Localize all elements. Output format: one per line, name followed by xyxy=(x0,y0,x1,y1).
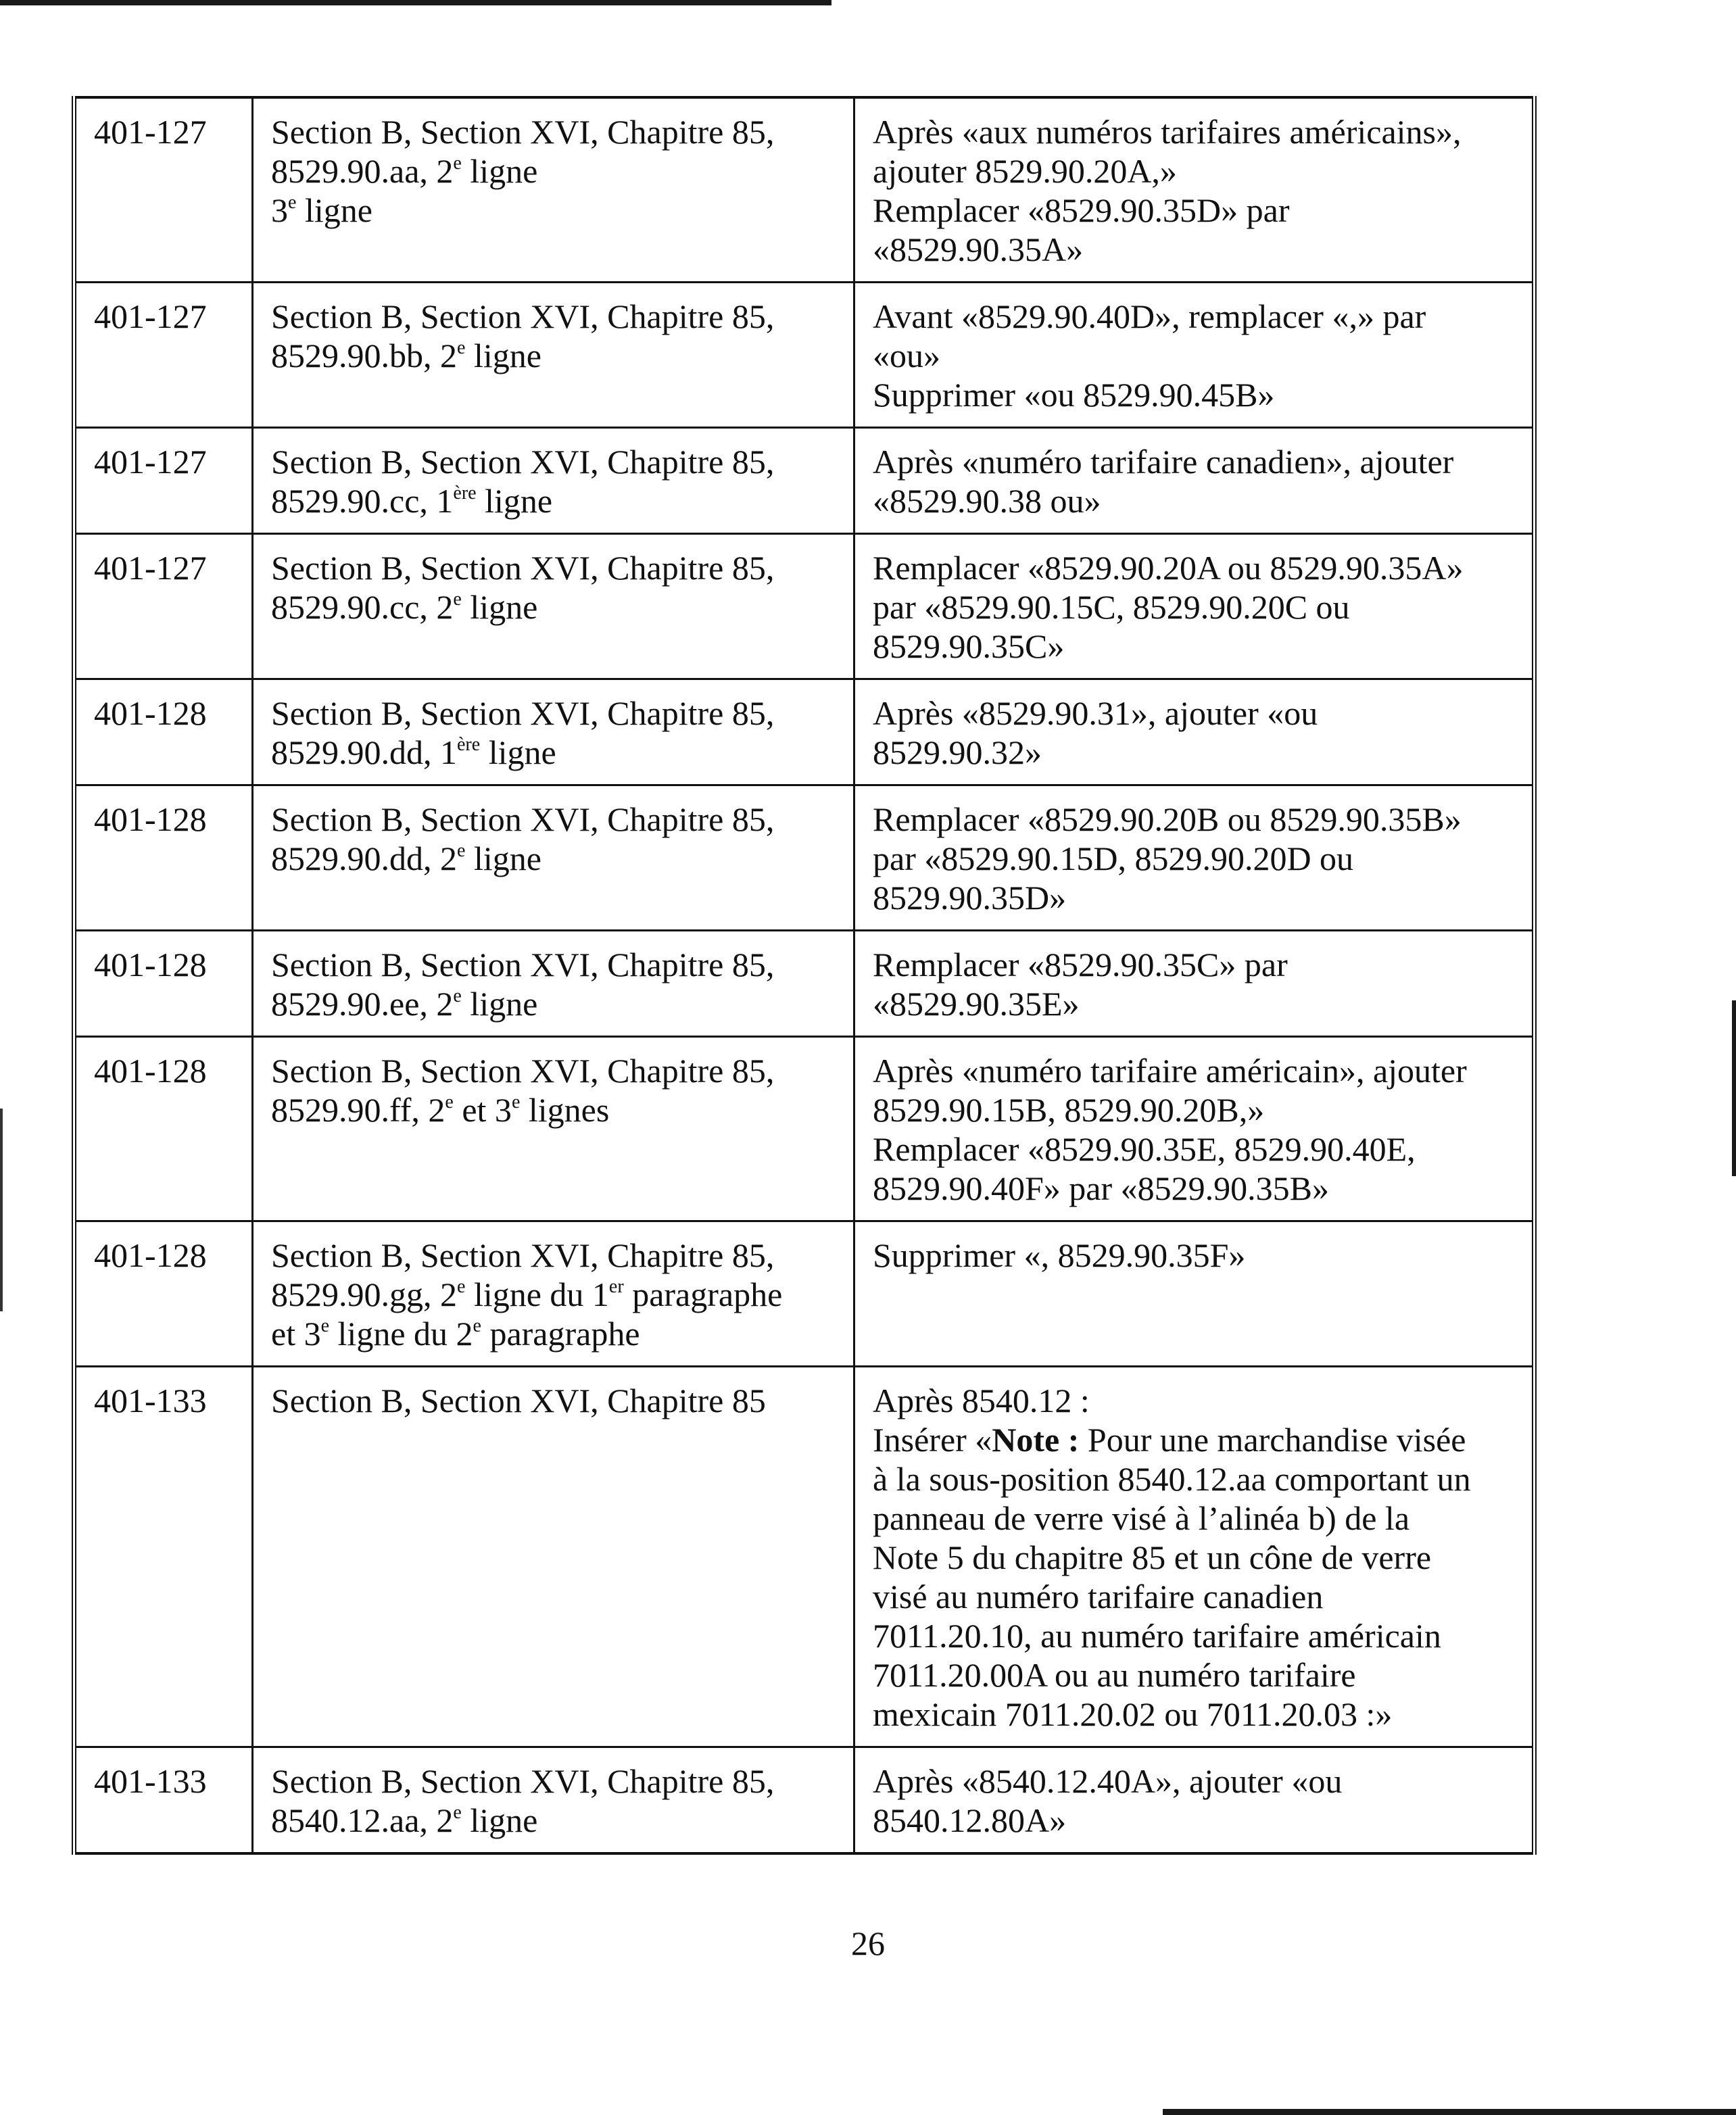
text-segment: Après «8529.90.31», ajouter «ou xyxy=(873,694,1318,732)
text-segment: ligne xyxy=(461,1801,538,1839)
text-segment: Section B, Section XVI, Chapitre 85, xyxy=(271,297,775,335)
superscript: er xyxy=(608,1276,624,1298)
text-line xyxy=(873,1459,1514,1499)
page-reference: 401-128 xyxy=(94,1052,207,1090)
superscript: e xyxy=(453,589,462,610)
text-line xyxy=(873,1695,1514,1734)
page-reference: 401-127 xyxy=(94,549,207,587)
text-segment: ajouter 8529.90.20A,» xyxy=(873,152,1177,190)
location-cell xyxy=(253,428,854,534)
text-line xyxy=(873,442,1514,481)
text-line xyxy=(873,1761,1514,1801)
location-cell xyxy=(253,534,854,679)
superscript: e xyxy=(453,986,462,1007)
text-segment: ligne xyxy=(461,152,538,190)
text-line xyxy=(873,230,1514,269)
text-segment: paragraphe xyxy=(481,1315,640,1353)
text-segment: «ou» xyxy=(873,337,940,374)
text-line xyxy=(873,1236,1514,1275)
superscript: e xyxy=(445,1092,454,1113)
superscript: e xyxy=(457,1276,466,1298)
table-row xyxy=(74,1221,1535,1367)
page-reference: 401-133 xyxy=(94,1382,207,1419)
location-cell xyxy=(253,785,854,931)
text-segment: ligne xyxy=(461,985,538,1023)
text-segment: Section B, Section XVI, Chapitre 85, xyxy=(271,443,775,481)
text-segment: à la sous-position 8540.12.aa comportant un xyxy=(873,1460,1471,1498)
text-segment: 8529.90.35C» xyxy=(873,627,1065,665)
text-segment: 7011.20.10, au numéro tarifaire américain xyxy=(873,1617,1441,1655)
text-line xyxy=(873,191,1514,230)
change-cell xyxy=(854,428,1535,534)
text-line xyxy=(873,1090,1514,1129)
text-line xyxy=(873,1655,1514,1695)
text-line xyxy=(873,112,1514,151)
table-row xyxy=(74,785,1535,931)
text-segment: par «8529.90.15D, 8529.90.20D ou xyxy=(873,840,1354,877)
text-line xyxy=(873,375,1514,414)
text-line xyxy=(271,945,836,984)
superscript: e xyxy=(511,1092,521,1113)
page-reference-cell xyxy=(74,1221,253,1367)
table-row xyxy=(74,428,1535,534)
text-segment: Après «aux numéros tarifaires américains», xyxy=(873,113,1462,151)
scan-edge-top xyxy=(0,0,831,5)
text-segment: Avant «8529.90.40D», remplacer «,» par xyxy=(873,297,1426,335)
text-segment: et 3 xyxy=(453,1091,512,1129)
location-cell xyxy=(253,679,854,785)
text-line xyxy=(873,694,1514,733)
text-segment: Section B, Section XVI, Chapitre 85, xyxy=(271,113,775,151)
location-cell xyxy=(253,1747,854,1854)
text-line xyxy=(873,1577,1514,1616)
page-reference: 401-133 xyxy=(94,1762,207,1800)
text-segment: Supprimer «, 8529.90.35F» xyxy=(873,1236,1246,1274)
text-line xyxy=(873,1616,1514,1655)
text-line xyxy=(873,945,1514,984)
superscript: e xyxy=(457,337,466,359)
text-line xyxy=(271,112,836,151)
text-segment: 8529.90.aa, 2 xyxy=(271,152,454,190)
text-line xyxy=(873,587,1514,627)
scan-edge-bottom xyxy=(1163,2109,1736,2115)
text-line xyxy=(271,191,836,230)
text-segment: Insérer « xyxy=(873,1421,992,1459)
table-row xyxy=(74,97,1535,283)
text-segment: Section B, Section XVI, Chapitre 85, xyxy=(271,1052,775,1090)
text-segment: 8529.90.cc, 1 xyxy=(271,482,454,520)
change-cell xyxy=(854,1221,1535,1367)
text-line xyxy=(271,336,836,375)
page-reference: 401-127 xyxy=(94,297,207,335)
page-reference: 401-128 xyxy=(94,946,207,983)
text-line xyxy=(271,1051,836,1090)
text-line xyxy=(873,1381,1514,1420)
text-line xyxy=(271,1090,836,1129)
text-segment: 8540.12.aa, 2 xyxy=(271,1801,454,1839)
change-cell xyxy=(854,534,1535,679)
text-line xyxy=(271,694,836,733)
text-segment: Section B, Section XVI, Chapitre 85, xyxy=(271,549,775,587)
text-line xyxy=(873,733,1514,772)
text-line xyxy=(271,839,836,878)
text-segment: 8540.12.80A» xyxy=(873,1801,1067,1839)
text-segment: 8529.90.gg, 2 xyxy=(271,1275,457,1313)
text-line xyxy=(271,984,836,1023)
text-line xyxy=(271,1801,836,1840)
text-segment: ligne du 1 xyxy=(465,1275,609,1313)
text-segment: «8529.90.38 ou» xyxy=(873,482,1101,520)
text-segment: Note 5 du chapitre 85 et un cône de verre xyxy=(873,1538,1432,1576)
text-line xyxy=(873,627,1514,666)
text-segment: Section B, Section XVI, Chapitre 85 xyxy=(271,1382,766,1419)
text-line xyxy=(271,800,836,839)
text-line xyxy=(873,878,1514,917)
text-segment: 3 xyxy=(271,191,288,229)
table-row xyxy=(74,534,1535,679)
location-cell xyxy=(253,931,854,1037)
text-segment: Remplacer «8529.90.35D» par xyxy=(873,191,1290,229)
text-segment: Remplacer «8529.90.20A ou 8529.90.35A» xyxy=(873,549,1464,587)
text-segment: 8529.90.dd, 2 xyxy=(271,840,457,877)
table-row xyxy=(74,1747,1535,1854)
page-reference-cell xyxy=(74,428,253,534)
text-segment: Remplacer «8529.90.20B ou 8529.90.35B» xyxy=(873,800,1462,838)
bold-text: Note : xyxy=(992,1421,1080,1459)
page-reference-cell xyxy=(74,1747,253,1854)
text-segment: Après «numéro tarifaire américain», ajouter xyxy=(873,1052,1467,1090)
text-line xyxy=(873,1499,1514,1538)
text-segment: Section B, Section XVI, Chapitre 85, xyxy=(271,1236,775,1274)
text-line xyxy=(873,1801,1514,1840)
text-segment: «8529.90.35E» xyxy=(873,985,1080,1023)
page-reference: 401-128 xyxy=(94,694,207,732)
text-segment: Section B, Section XVI, Chapitre 85, xyxy=(271,800,775,838)
text-segment: 8529.90.ee, 2 xyxy=(271,985,454,1023)
change-cell xyxy=(854,283,1535,428)
page-reference-cell xyxy=(74,679,253,785)
text-segment: 8529.90.cc, 2 xyxy=(271,588,454,626)
table-body xyxy=(74,97,1535,1853)
text-segment: ligne xyxy=(480,733,556,771)
text-line xyxy=(873,297,1514,336)
text-segment: Supprimer «ou 8529.90.45B» xyxy=(873,376,1275,414)
text-segment: 7011.20.00A ou au numéro tarifaire xyxy=(873,1656,1356,1694)
text-segment: Remplacer «8529.90.35E, 8529.90.40E, xyxy=(873,1130,1416,1168)
text-segment: ligne xyxy=(465,840,541,877)
text-segment: ligne xyxy=(476,482,553,520)
change-cell xyxy=(854,97,1535,283)
page-reference-cell xyxy=(74,534,253,679)
text-segment: et 3 xyxy=(271,1315,321,1353)
table-row xyxy=(74,1367,1535,1747)
text-line xyxy=(271,151,836,191)
superscript: ère xyxy=(453,483,477,504)
text-line xyxy=(271,481,836,520)
page-reference-cell xyxy=(74,931,253,1037)
text-line xyxy=(873,1129,1514,1169)
text-line xyxy=(271,1314,836,1353)
superscript: e xyxy=(473,1315,481,1337)
text-segment: 8529.90.dd, 1 xyxy=(271,733,457,771)
text-segment: ligne xyxy=(465,337,541,374)
table-row xyxy=(74,1037,1535,1221)
text-segment: visé au numéro tarifaire canadien xyxy=(873,1578,1324,1615)
text-segment: Section B, Section XVI, Chapitre 85, xyxy=(271,1762,775,1800)
table-row xyxy=(74,283,1535,428)
location-cell xyxy=(253,1221,854,1367)
text-line xyxy=(873,984,1514,1023)
text-segment: 8529.90.bb, 2 xyxy=(271,337,457,374)
text-segment: 8529.90.35D» xyxy=(873,879,1067,917)
text-line xyxy=(873,481,1514,520)
page-reference-cell xyxy=(74,1037,253,1221)
change-cell xyxy=(854,1037,1535,1221)
page-reference-cell xyxy=(74,785,253,931)
page-reference: 401-127 xyxy=(94,443,207,481)
text-segment: 8529.90.40F» par «8529.90.35B» xyxy=(873,1169,1329,1207)
text-line xyxy=(873,1420,1514,1459)
text-line xyxy=(271,733,836,772)
amendments-table xyxy=(72,96,1537,1855)
table-row xyxy=(74,931,1535,1037)
change-cell xyxy=(854,1367,1535,1747)
page-reference-cell xyxy=(74,283,253,428)
text-line xyxy=(873,151,1514,191)
text-segment: Section B, Section XVI, Chapitre 85, xyxy=(271,694,775,732)
page-reference: 401-127 xyxy=(94,113,207,151)
text-segment: par «8529.90.15C, 8529.90.20C ou xyxy=(873,588,1350,626)
text-segment: ligne xyxy=(461,588,538,626)
page-reference: 401-128 xyxy=(94,800,207,838)
text-line xyxy=(271,1761,836,1801)
text-segment: ligne xyxy=(296,191,372,229)
text-segment: Section B, Section XVI, Chapitre 85, xyxy=(271,946,775,983)
page-reference-cell xyxy=(74,1367,253,1747)
text-line xyxy=(271,297,836,336)
text-segment: 8529.90.15B, 8529.90.20B,» xyxy=(873,1091,1265,1129)
location-cell xyxy=(253,1367,854,1747)
text-line xyxy=(873,839,1514,878)
page-reference: 401-128 xyxy=(94,1236,207,1274)
text-segment: ligne du 2 xyxy=(329,1315,473,1353)
text-line xyxy=(271,1275,836,1314)
text-segment: Remplacer «8529.90.35C» par xyxy=(873,946,1288,983)
text-segment: Après «8540.12.40A», ajouter «ou xyxy=(873,1762,1343,1800)
superscript: e xyxy=(453,1802,462,1824)
change-cell xyxy=(854,1747,1535,1854)
text-line xyxy=(873,800,1514,839)
scan-edge-left xyxy=(0,1109,3,1311)
superscript: e xyxy=(453,153,462,174)
superscript: e xyxy=(288,192,297,214)
location-cell xyxy=(253,1037,854,1221)
change-cell xyxy=(854,679,1535,785)
text-line xyxy=(271,442,836,481)
scan-edge-right xyxy=(1732,1000,1736,1176)
text-segment: lignes xyxy=(520,1091,610,1129)
text-line xyxy=(873,336,1514,375)
text-segment: panneau de verre visé à l’alinéa b) de la xyxy=(873,1499,1410,1537)
table-row xyxy=(74,679,1535,785)
text-line xyxy=(873,1538,1514,1577)
text-segment: mexicain 7011.20.02 ou 7011.20.03 :» xyxy=(873,1695,1393,1733)
location-cell xyxy=(253,283,854,428)
superscript: e xyxy=(457,840,466,862)
change-cell xyxy=(854,931,1535,1037)
text-segment: paragraphe xyxy=(623,1275,783,1313)
page-number: 26 xyxy=(851,1924,885,1962)
text-line xyxy=(271,587,836,627)
superscript: ère xyxy=(457,734,481,756)
text-line xyxy=(873,548,1514,587)
text-line xyxy=(873,1169,1514,1208)
page-reference-cell xyxy=(74,97,253,283)
text-segment: Après 8540.12 : xyxy=(873,1382,1090,1419)
text-line xyxy=(873,1051,1514,1090)
text-line xyxy=(271,548,836,587)
text-segment: «8529.90.35A» xyxy=(873,230,1084,268)
text-segment: Après «numéro tarifaire canadien», ajouter xyxy=(873,443,1454,481)
text-segment: Pour une marchandise visée xyxy=(1079,1421,1466,1459)
text-segment: 8529.90.32» xyxy=(873,733,1042,771)
location-cell xyxy=(253,97,854,283)
text-line xyxy=(271,1381,836,1420)
text-line xyxy=(271,1236,836,1275)
superscript: e xyxy=(320,1315,330,1337)
text-segment: 8529.90.ff, 2 xyxy=(271,1091,445,1129)
change-cell xyxy=(854,785,1535,931)
